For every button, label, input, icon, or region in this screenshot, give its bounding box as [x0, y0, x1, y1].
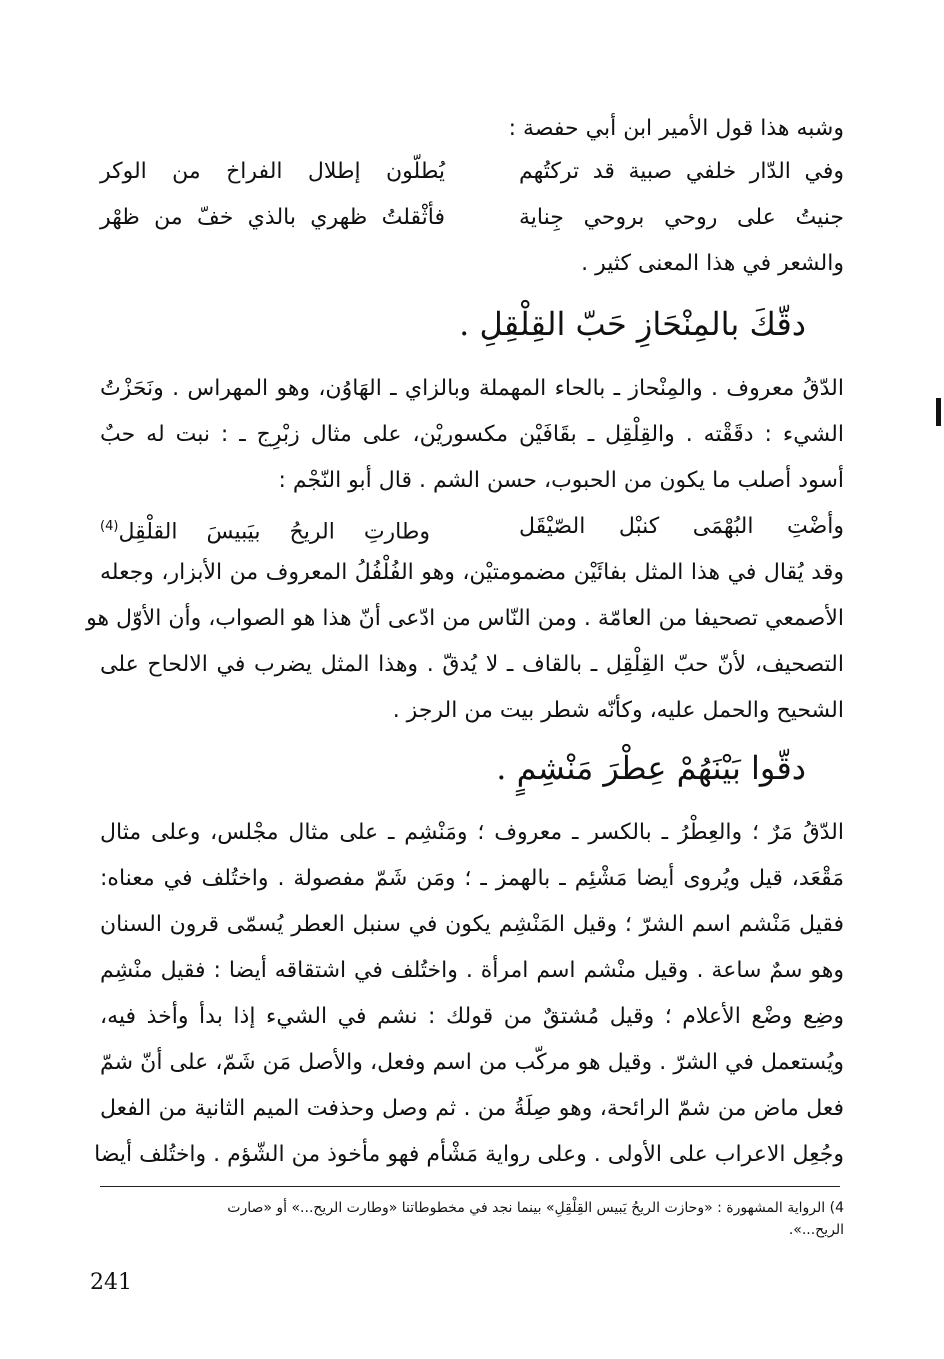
body-line: فعل ماض من شمّ الرائحة، وهو صِلَةُ من . ثم وصل وحذفت الميم الثانية من الفعل [100, 1096, 844, 1121]
footnote-line: 4) الرواية المشهورة : «وحازت الريحُ يَبيس القِلْقِلِ» بينما نجد في مخطوطاتنا «وطارت الريح...» أو «صارت [227, 1200, 844, 1216]
body-line: وقد يُقال في هذا المثل بفائَيْن مضمومتيْن، وهو الفُلْفُلُ المعروف من الأبزار، وجعله [100, 560, 844, 585]
body-line: الشيء : دقَقْته . والقِلْقِل ـ بقَافَيْن مكسوريْن، على مثال زبْرِج ـ : نبت له حبٌ [100, 422, 844, 447]
intro-line: وشبه هذا قول الأمير ابن أبي حفصة : [508, 116, 844, 141]
poem-verse [100, 157, 844, 187]
poem-verse [100, 203, 844, 233]
body-line: ويُستعمل في الشرّ . وقيل هو مركّب من اسم وفعل، والأصل مَن شَمّ، على أنّ شمّ [100, 1050, 844, 1075]
body-line: فقيل مَنْشم اسم الشرّ ؛ وقيل المَنْشِم يكون في سنبل العطر يُسمّى قرون السنان [100, 912, 844, 937]
body-line: وضِع وضْع الأعلام ؛ وقيل مُشتقٌ من قولك : نشم في الشيء إذا بدأ وأخذ فيه، [100, 1004, 844, 1029]
body-line: الدّقُ مَرٌ ؛ والعِطْرُ ـ بالكسر ـ معروف ؛ ومَنْشِم ـ على مثال مجْلس، وعلى مثال [100, 820, 844, 845]
page-number: 241 [90, 1270, 132, 1295]
verse-first-hemistich: جنيتُ على روحي بروحي جِناية [519, 205, 844, 230]
verse-first-hemistich: وأضْتِ البُهْمَى كنبْل الصّيْقَل [519, 514, 844, 539]
body-line: مَقْعَد، قيل ويُروى أيضا مَشْئِم ـ بالهمز ـ ؛ ومَن شَمّ مفصولة . واختُلف في معناه: [100, 866, 844, 891]
proverb-heading: دقّكَ بالمِنْحَازِ حَبّ القِلْقِلِ . [459, 305, 806, 343]
footnote-divider [100, 1186, 840, 1187]
margin-mark [936, 398, 941, 426]
verse-second-hemistich: يُطلّون إطلال الفراخ من الوكر [100, 159, 445, 184]
body-line: أسود أصلب ما يكون من الحبوب، حسن الشم . قال أبو النّجْم : [278, 468, 844, 493]
verse-first-hemistich: وفي الدّار خلفي صبية قد تركتُهم [519, 159, 844, 184]
body-line: الأصمعي تصحيفا من العامّة . ومن النّاس من ادّعى أنّ هذا هو الصواب، وأن الأوّل هو [86, 606, 844, 631]
body-line: الدّقُ معروف . والمِنْحاز ـ بالحاء المهملة وبالزاي ـ الهَاوُن، وهو المهراس . ونَحَزْتُ [100, 376, 844, 401]
body-line: وهو سمٌ ساعة . وقيل منْشم اسم امرأة . واختُلف في اشتقاقه أيضا : فقيل منْشِم [100, 958, 844, 983]
footnote-marker: (4) [100, 519, 119, 534]
verse-text: وطارتِ الريحُ بيَبيسَ القلْقِل [118, 519, 430, 545]
footnote-line: الريح...». [788, 1222, 844, 1238]
intro-closing-line: والشعر في هذا المعنى كثير . [581, 251, 844, 276]
proverb-heading: دقّوا بَيْنَهُمْ عِطْرَ مَنْشِمٍ . [496, 749, 806, 787]
body-line: الشحيح والحمل عليه، وكأنّه شطر بيت من الرجز . [392, 698, 844, 723]
body-line: التصحيف، لأنّ حبّ القِلْقِل ـ بالقاف ـ لا يُدقّ . وهذا المثل يضرب في الالحاح على [100, 652, 844, 677]
verse-second-hemistich: فأثْقلتُ ظهري بالذي خفّ من ظهْر [100, 205, 445, 230]
verse-second-hemistich [100, 512, 430, 547]
body-line: وجُعِل الاعراب على الأولى . وعلى رواية مَشْأم فهو مأخوذ من الشّؤم . واختُلف أيضا [94, 1142, 844, 1167]
poem-verse [100, 512, 844, 545]
